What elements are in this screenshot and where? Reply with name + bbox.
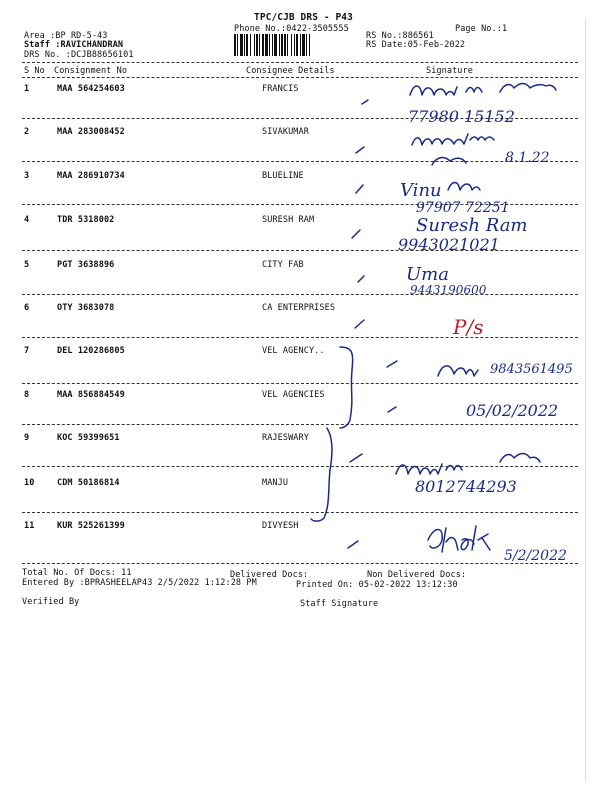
handwritten-initials: P/s	[453, 315, 484, 339]
row-consignee: CITY FAB	[262, 260, 304, 270]
row-consignment: CDM 50186814	[57, 478, 120, 488]
row-sno: 6	[24, 303, 30, 313]
tick-mark	[352, 230, 360, 238]
staff-signature: Staff Signature	[300, 599, 379, 609]
tick-mark	[358, 276, 364, 282]
entered-by: Entered By :BPRASHEELAP43 2/5/2022 1:12:28 PM	[22, 578, 257, 588]
handwritten-phone: 9443190600	[410, 283, 487, 297]
row-consignment: MAA 283008452	[57, 127, 125, 137]
bracket-mark	[340, 347, 353, 428]
rs-date: RS Date:05-Feb-2022	[366, 40, 466, 50]
row-consignee: DIVYESH	[262, 521, 299, 531]
delivered-docs: Delivered Docs:	[230, 570, 309, 580]
row-consignee: VEL AGENCY..	[262, 346, 325, 356]
handwritten-phone: 9943021021	[398, 235, 500, 254]
row-sno: 8	[24, 390, 30, 400]
row-consignee: SIVAKUMAR	[262, 127, 309, 137]
row-sno: 1	[24, 84, 30, 94]
tick-mark	[350, 454, 362, 462]
tick-mark	[388, 407, 396, 412]
row-consignment: PGT 3638896	[57, 260, 115, 270]
tick-mark	[362, 100, 368, 104]
handwritten-phone: 8012744293	[415, 477, 517, 496]
handwritten-date: 5/2/2022	[504, 548, 567, 564]
verified-by: Verified By	[22, 597, 80, 607]
signature-scribble	[412, 134, 494, 165]
row-sno: 2	[24, 127, 30, 137]
tick-mark	[355, 320, 364, 328]
handwritten-phone: 77980 15152	[408, 107, 515, 126]
row-consignment: TDR 5318002	[57, 215, 115, 225]
signature-scribble	[438, 366, 478, 376]
tick-mark	[387, 361, 397, 367]
signature-scribble	[448, 183, 480, 191]
row-consignee: VEL AGENCIES	[262, 390, 325, 400]
tick-mark	[356, 185, 363, 193]
row-consignee: SURESH RAM	[262, 215, 315, 225]
row-sno: 7	[24, 346, 30, 356]
row-sno: 10	[24, 478, 35, 488]
area-label: Area :BP RD-5-43	[24, 31, 108, 41]
handwritten-name: Uma	[406, 264, 449, 285]
handwritten-name: Vinu	[400, 180, 442, 201]
tick-mark	[348, 541, 358, 548]
sheet-title: TPC/CJB DRS - P43	[254, 12, 353, 23]
col-consignee: Consignee Details	[246, 66, 335, 76]
non-delivered-docs: Non Delivered Docs:	[367, 570, 467, 580]
row-consignee: BLUELINE	[262, 171, 304, 181]
col-consignment: Consignment No	[54, 66, 128, 76]
row-sno: 5	[24, 260, 30, 270]
printed-on: Printed On: 05-02-2022 13:12:30	[296, 580, 458, 590]
col-signature: Signature	[426, 66, 473, 76]
col-sno: S No	[24, 66, 45, 76]
row-consignee: RAJESWARY	[262, 433, 309, 443]
signature-scribble	[410, 84, 556, 96]
bracket-mark	[311, 428, 332, 521]
handwritten-phone: 9843561495	[490, 362, 573, 377]
handwritten-phone: 97907 72251	[416, 200, 510, 216]
signature-scribble	[428, 526, 490, 552]
row-consignee: FRANCIS	[262, 84, 299, 94]
row-consignee: MANJU	[262, 478, 289, 488]
row-sno: 3	[24, 171, 30, 181]
row-sno: 9	[24, 433, 30, 443]
phone-number: Phone No.:0422-3505555	[234, 24, 349, 34]
row-consignment: OTY 3683078	[57, 303, 115, 313]
handwritten-date: 8.1.22	[505, 150, 550, 166]
total-docs: Total No. Of Docs: 11	[22, 568, 132, 578]
row-consignment: DEL 120286805	[57, 346, 125, 356]
drs-number: DRS No. :DCJB88656101	[24, 50, 134, 60]
staff-label: Staff :RAVICHANDRAN	[24, 40, 124, 50]
row-consignment: MAA 564254603	[57, 84, 125, 94]
row-consignee: CA ENTERPRISES	[262, 303, 336, 313]
signature-scribble	[396, 454, 540, 475]
row-sno: 11	[24, 521, 35, 531]
page-number: Page No.:1	[455, 24, 508, 34]
row-consignment: KUR 525261399	[57, 521, 125, 531]
row-consignment: MAA 856884549	[57, 390, 125, 400]
tick-mark	[356, 147, 364, 153]
row-consignment: MAA 286910734	[57, 171, 125, 181]
handwritten-name: Suresh Ram	[416, 215, 528, 236]
rs-number: RS No.:886561	[366, 31, 434, 41]
row-consignment: KOC 59399651	[57, 433, 120, 443]
handwritten-date: 05/02/2022	[466, 401, 559, 420]
row-sno: 4	[24, 215, 30, 225]
